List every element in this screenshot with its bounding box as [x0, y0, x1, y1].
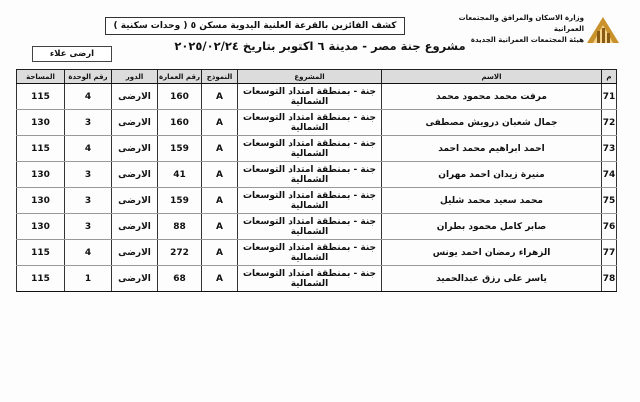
cell-project: جنة - بمنطقة امتداد التوسعات الشمالية: [238, 240, 382, 266]
table-row: [17, 136, 617, 162]
cell-floor: الارضى: [112, 266, 158, 292]
cell-project: جنة - بمنطقة امتداد التوسعات الشمالية: [238, 136, 382, 162]
plot-type-box: ارضى علاء: [32, 46, 112, 62]
cell-no: 72: [602, 110, 617, 136]
header-building: رقم العمارة: [158, 70, 202, 84]
cell-model: A: [202, 162, 238, 188]
cell-unit: 1: [65, 266, 112, 292]
cell-area: 115: [17, 240, 65, 266]
cell-project: جنة - بمنطقة امتداد التوسعات الشمالية: [238, 84, 382, 110]
cell-no: 78: [602, 266, 617, 292]
table-row: [17, 214, 617, 240]
cell-unit: 4: [65, 136, 112, 162]
cell-area: 130: [17, 214, 65, 240]
cell-building: 160: [158, 84, 202, 110]
cell-model: A: [202, 188, 238, 214]
header-no: م: [602, 70, 617, 84]
table-row: [17, 110, 617, 136]
cell-name: ياسر على رزق عبدالحميد: [382, 266, 602, 292]
header-name: الاسم: [382, 70, 602, 84]
cell-building: 88: [158, 214, 202, 240]
cell-area: 115: [17, 84, 65, 110]
cell-model: A: [202, 214, 238, 240]
cell-area: 130: [17, 110, 65, 136]
cell-building: 41: [158, 162, 202, 188]
cell-name: مرفت محمد محمود محمد: [382, 84, 602, 110]
cell-model: A: [202, 240, 238, 266]
cell-building: 159: [158, 188, 202, 214]
cell-no: 71: [602, 84, 617, 110]
cell-name: صابر كامل محمود بطران: [382, 214, 602, 240]
cell-no: 74: [602, 162, 617, 188]
cell-model: A: [202, 84, 238, 110]
table-row: [17, 188, 617, 214]
cell-name: جمال شعبان درويش مصطفى: [382, 110, 602, 136]
cell-area: 115: [17, 136, 65, 162]
table-row: [17, 240, 617, 266]
cell-name: محمد سعيد محمد شليل: [382, 188, 602, 214]
cell-name: منيرة زيدان احمد مهران: [382, 162, 602, 188]
cell-unit: 4: [65, 240, 112, 266]
cell-model: A: [202, 266, 238, 292]
ministry-logo-icon: [583, 13, 623, 45]
cell-floor: الارضى: [112, 240, 158, 266]
ministry-line-2: هيئة المجتمعات العمرانية الجديدة: [470, 36, 584, 44]
cell-project: جنة - بمنطقة امتداد التوسعات الشمالية: [238, 214, 382, 240]
table-row: [17, 84, 617, 110]
table-header-row: [17, 70, 617, 84]
cell-unit: 3: [65, 162, 112, 188]
header-model: النموذج: [202, 70, 238, 84]
project-title: مشروع جنة مصر - مدينة ٦ اكتوبر بتاريخ ٢٠٢٥/٠٢/٢٤: [174, 39, 466, 53]
header-floor: الدور: [112, 70, 158, 84]
cell-unit: 4: [65, 84, 112, 110]
table-row: [17, 266, 617, 292]
cell-project: جنة - بمنطقة امتداد التوسعات الشمالية: [238, 162, 382, 188]
cell-no: 77: [602, 240, 617, 266]
cell-unit: 3: [65, 214, 112, 240]
cell-unit: 3: [65, 110, 112, 136]
announcement-box: كشف الفائزين بالقرعة العلنية اليدوية مسكن ٥ ( وحدات سكنية ): [105, 17, 405, 35]
cell-floor: الارضى: [112, 162, 158, 188]
cell-project: جنة - بمنطقة امتداد التوسعات الشمالية: [238, 110, 382, 136]
cell-project: جنة - بمنطقة امتداد التوسعات الشمالية: [238, 188, 382, 214]
cell-floor: الارضى: [112, 188, 158, 214]
winners-table: [16, 69, 617, 292]
cell-area: 130: [17, 162, 65, 188]
cell-project: جنة - بمنطقة امتداد التوسعات الشمالية: [238, 266, 382, 292]
cell-unit: 3: [65, 188, 112, 214]
header-project: المشروع: [238, 70, 382, 84]
header-unit: رقم الوحدة: [65, 70, 112, 84]
cell-no: 76: [602, 214, 617, 240]
table-row: [17, 162, 617, 188]
cell-building: 160: [158, 110, 202, 136]
cell-name: احمد ابراهيم محمد احمد: [382, 136, 602, 162]
cell-building: 272: [158, 240, 202, 266]
cell-model: A: [202, 136, 238, 162]
ministry-line-1: وزارة الاسكان والمرافق والمجتمعات العمرانية: [458, 14, 584, 33]
cell-no: 75: [602, 188, 617, 214]
document-header: [0, 0, 640, 70]
cell-floor: الارضى: [112, 84, 158, 110]
cell-building: 68: [158, 266, 202, 292]
cell-no: 73: [602, 136, 617, 162]
cell-floor: الارضى: [112, 110, 158, 136]
cell-model: A: [202, 110, 238, 136]
cell-name: الزهراء رمضان احمد يونس: [382, 240, 602, 266]
cell-floor: الارضى: [112, 136, 158, 162]
header-area: المساحة: [17, 70, 65, 84]
cell-area: 115: [17, 266, 65, 292]
cell-building: 159: [158, 136, 202, 162]
cell-area: 130: [17, 188, 65, 214]
cell-floor: الارضى: [112, 214, 158, 240]
